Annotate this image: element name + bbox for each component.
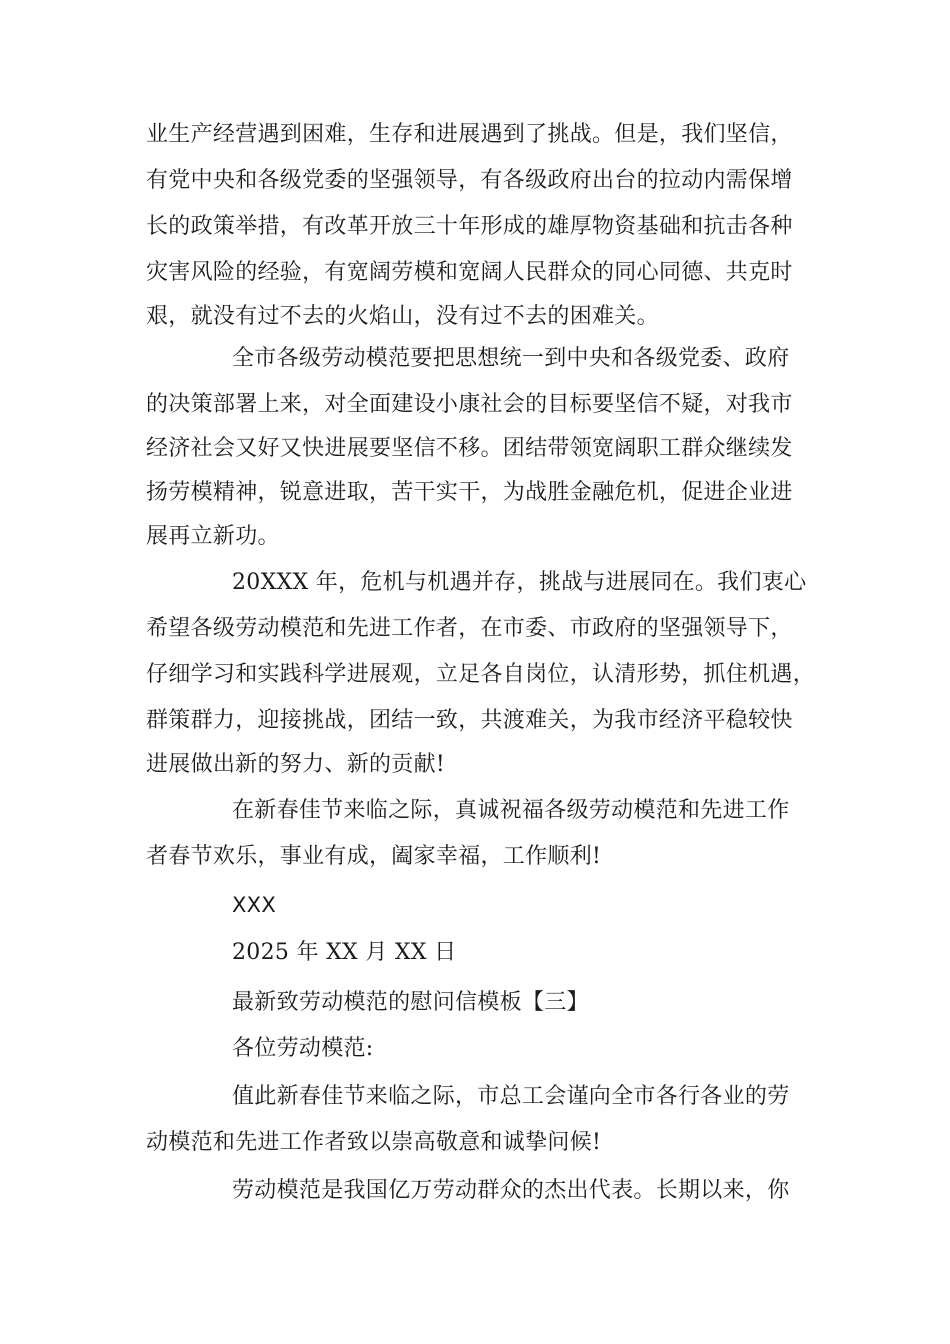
text-line: 展再立新功。 — [146, 524, 280, 549]
text-line: 有党中央和各级党委的坚强领导，有各级政府出台的拉动内需保增 — [146, 168, 793, 193]
text-line: 的决策部署上来，对全面建设小康社会的目标要坚信不疑，对我市 — [146, 392, 793, 417]
text-line: 动模范和先进工作者致以崇高敬意和诚挚问候! — [146, 1130, 602, 1155]
text-line: 希望各级劳动模范和先进工作者，在市委、市政府的坚强领导下， — [146, 616, 793, 641]
signature-name: XXX — [232, 893, 277, 917]
paragraph-start-line: 劳动模范是我国亿万劳动群众的杰出代表。长期以来，你 — [232, 1178, 790, 1203]
text-line: 业生产经营遇到困难，生存和进展遇到了挑战。但是，我们坚信， — [146, 122, 793, 147]
signature-date: 2025 年 XX 月 XX 日 — [232, 940, 457, 965]
text-line: 艰，就没有过不去的火焰山，没有过不去的困难关。 — [146, 304, 659, 329]
text-line: 进展做出新的努力、新的贡献! — [146, 752, 446, 777]
paragraph-start-line: 在新春佳节来临之际，真诚祝福各级劳动模范和先进工作 — [232, 798, 790, 823]
paragraph-start-line: 全市各级劳动模范要把思想统一到中央和各级党委、政府 — [232, 346, 790, 371]
text-line: 经济社会又好又快进展要坚信不移。团结带领宽阔职工群众继续发 — [146, 436, 793, 461]
section-heading: 最新致劳动模范的慰问信模板【三】 — [232, 990, 589, 1015]
text-line: 灾害风险的经验，有宽阔劳模和宽阔人民群众的同心同德、共克时 — [146, 260, 793, 285]
text-line: 长的政策举措，有改革开放三十年形成的雄厚物资基础和抗击各种 — [146, 214, 793, 239]
text-line: 仔细学习和实践科学进展观，立足各自岗位，认清形势，抓住机遇， — [146, 662, 816, 687]
salutation: 各位劳动模范: — [232, 1036, 374, 1061]
text-line: 扬劳模精神，锐意进取，苦干实干，为战胜金融危机，促进企业进 — [146, 480, 793, 505]
paragraph-start-line: 20XXX 年，危机与机遇并存，挑战与进展同在。我们衷心 — [232, 570, 807, 595]
text-line: 者春节欢乐，事业有成，阖家幸福，工作顺利! — [146, 844, 602, 869]
paragraph-start-line: 值此新春佳节来临之际，市总工会谨向全市各行各业的劳 — [232, 1084, 790, 1109]
text-line: 群策群力，迎接挑战，团结一致，共渡难关，为我市经济平稳较快 — [146, 708, 793, 733]
